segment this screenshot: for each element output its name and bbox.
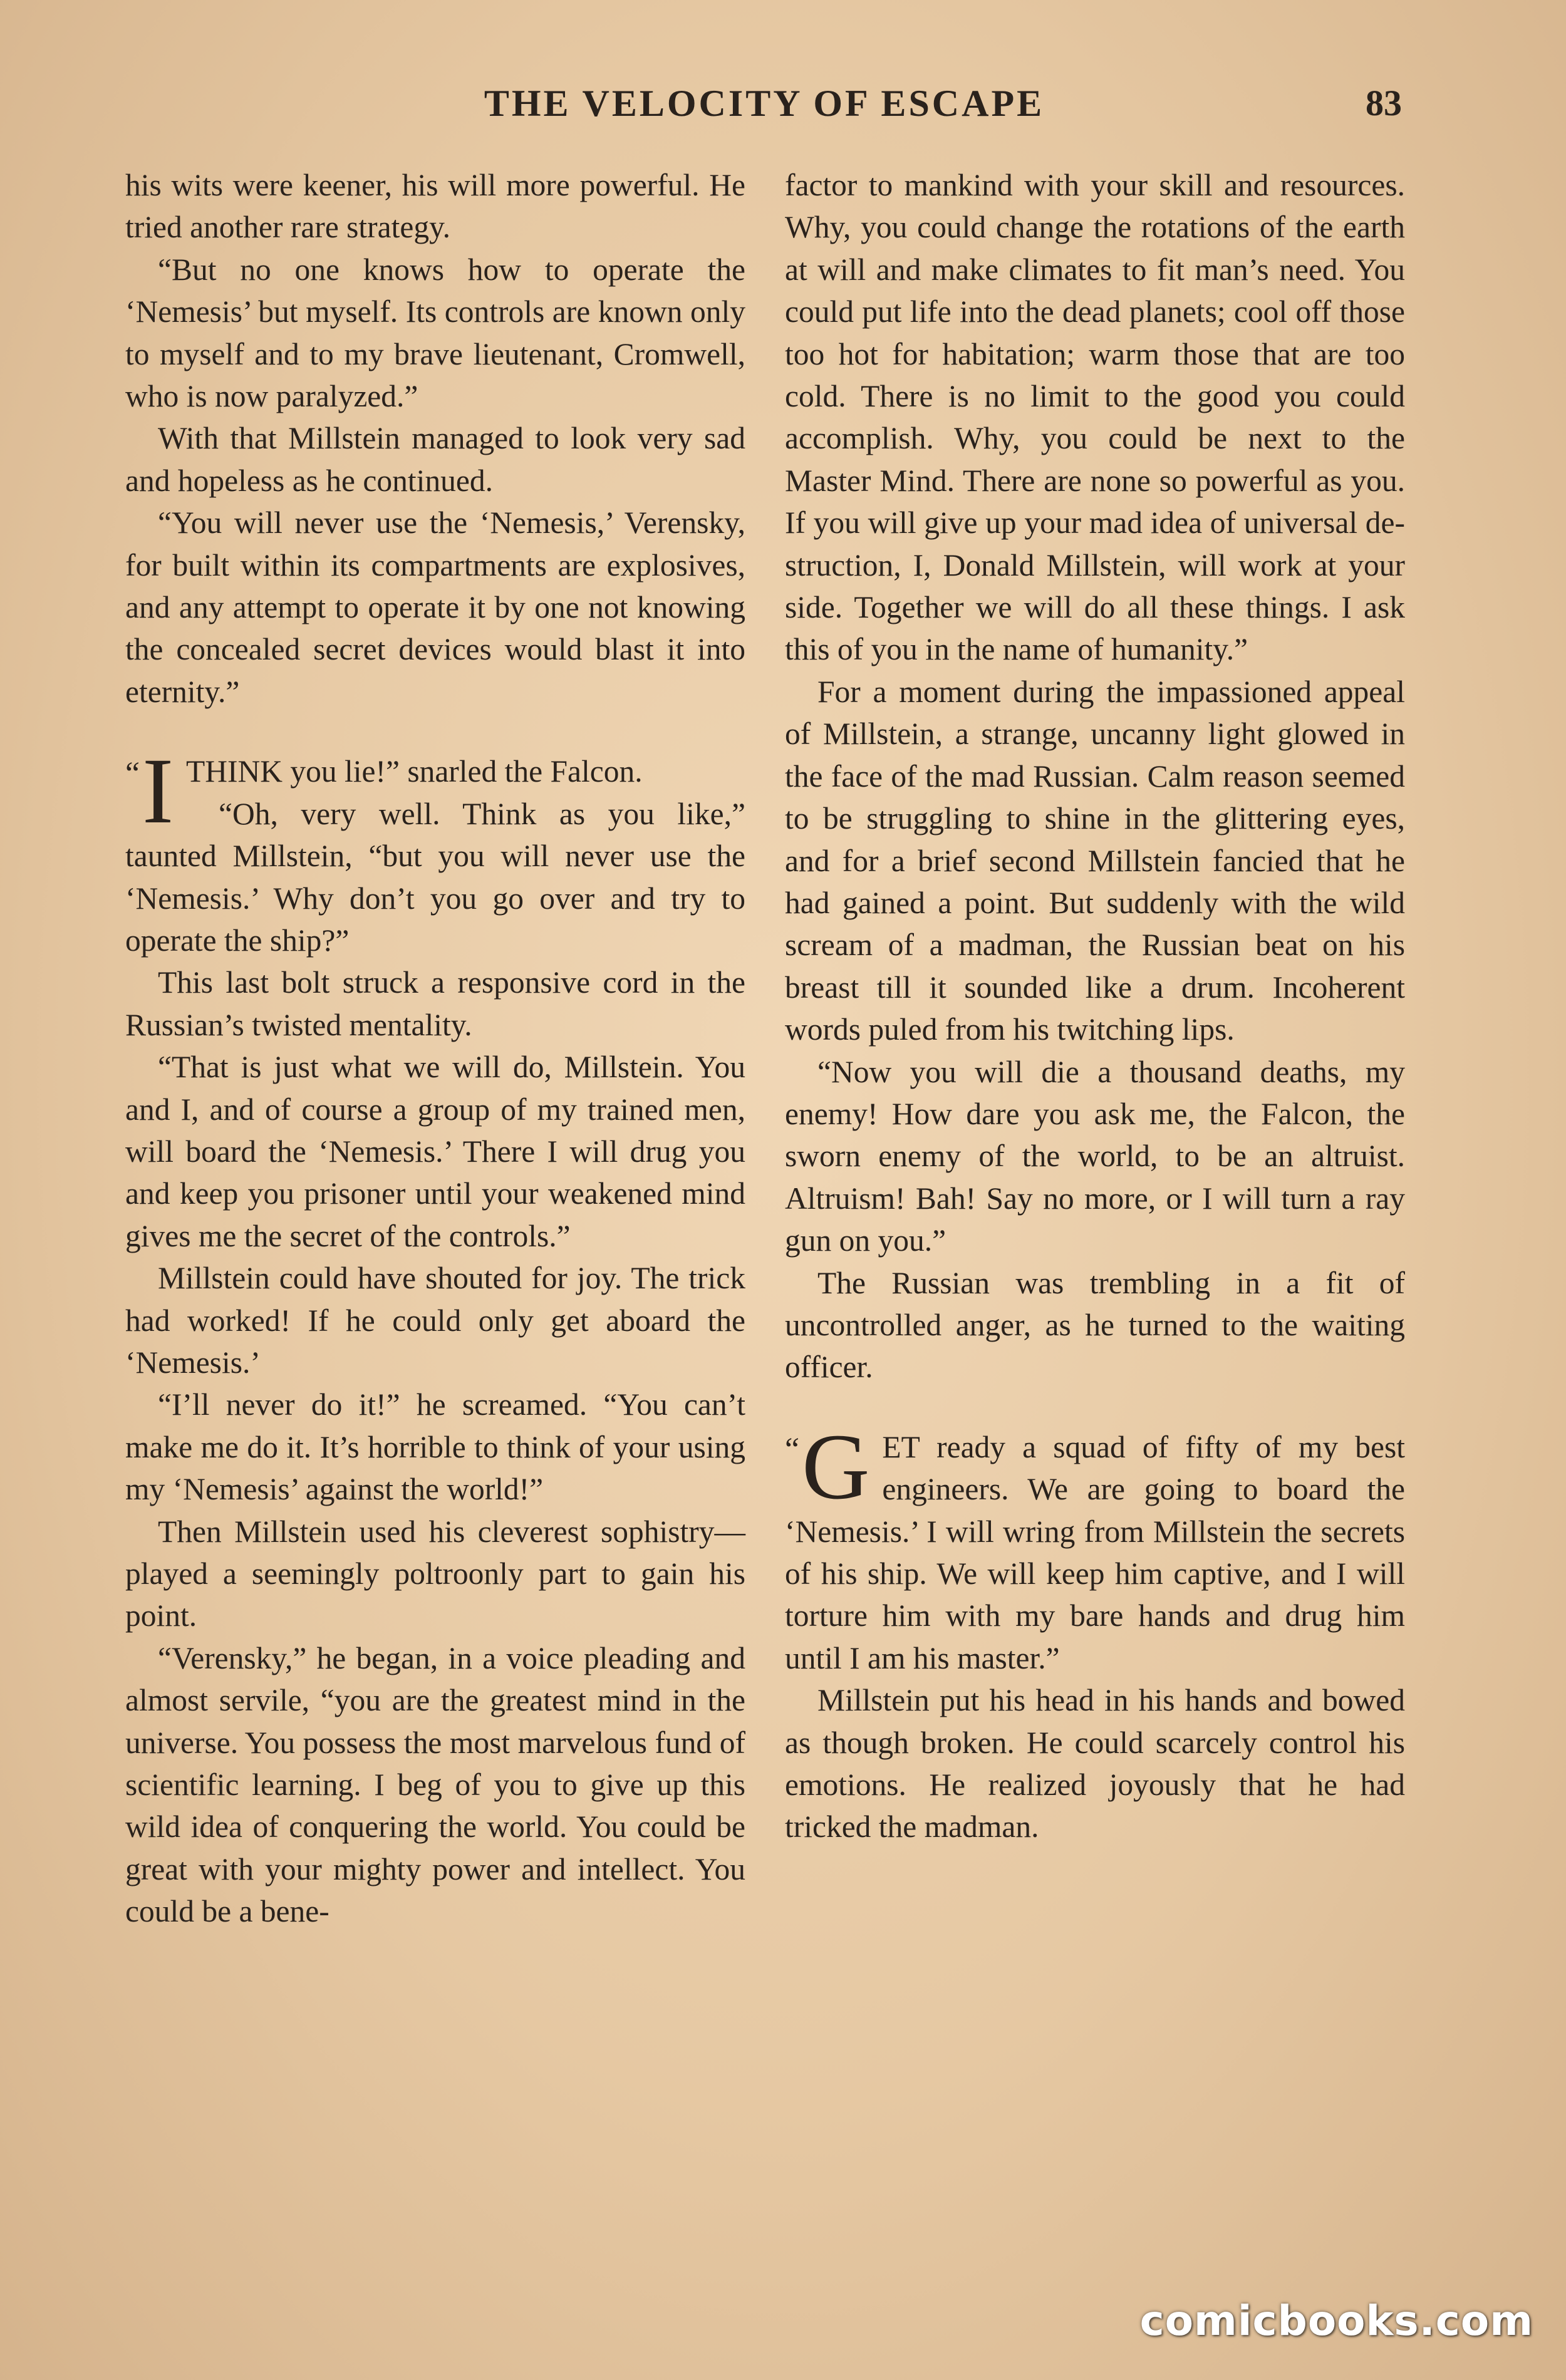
running-title: THE VELOCITY OF ESCAPE xyxy=(484,83,1045,124)
paragraph: “I’ll never do it!” he screamed. “You can’t make me do it. It’s horrible to think of your using my ‘Nemesis’ against the world!” xyxy=(125,1387,745,1507)
dropcap-letter: G xyxy=(802,1414,870,1519)
paragraph: “You will never use the ‘Nemesis,’ Verensky, for built within its compartments are explosives, and any attempt to operate it by one not knowing the concealed secret devices would blast it into eternity.” xyxy=(125,505,745,709)
watermark: comicbooks.com xyxy=(1139,2297,1533,2345)
left-column xyxy=(125,164,745,1933)
right-column xyxy=(785,164,1405,1848)
paragraph: his wits were keener, his will more powerful. He tried another rare strategy. xyxy=(125,168,745,245)
page-number: 83 xyxy=(1366,83,1402,123)
paragraph: “Oh, very well. Think as you like,” taunted Millstein, “but you will never use the ‘Nemesis.’ Why don’t you go over and try to operate the ship?” xyxy=(125,796,745,958)
paragraph: Then Millstein used his cleverest sophistry—played a seemingly poltroonly part to gain his point. xyxy=(125,1514,745,1633)
dropcap-paragraph-text: ET ready a squad of fifty of my best engineers. We are going to board the ‘Nemesis.’ I will wring from Millstein the secrets of his ship. We will keep him captive, and I will torture him with my bare hands and drug him until I am his master.” xyxy=(785,1429,1405,1675)
paragraph: For a moment during the impassioned appeal of Millstein, a strange, uncanny light glowed in the face of the mad Russian. Calm reason seemed to be struggling to shine in the glittering eyes, and for a brief second Millstein fancied that he had gained a point. But suddenly with the wild scream of a madman, the Russian beat on his breast till it sounded like a drum. Incoherent words puled from his twitching lips. xyxy=(785,674,1405,1047)
dropcap-paragraph-text: THINK you lie!” snarled the Falcon. xyxy=(186,754,643,789)
dropcap-paragraph xyxy=(125,739,745,844)
dropcap-quote: “ xyxy=(785,1431,800,1467)
paragraph: Millstein put his head in his hands and bowed as though broken. He could scarcely control his emotions. He realized joyously that he had tricked the madman. xyxy=(785,1683,1405,1844)
dropcap-quote: “ xyxy=(125,756,140,792)
paragraph: With that Millstein managed to look very sad and hopeless as he continued. xyxy=(125,421,745,498)
dropcap-letter: I xyxy=(142,739,174,844)
running-head xyxy=(0,75,1566,132)
paragraph: “Verensky,” he began, in a voice pleading and almost servile, “you are the greatest mind in the universe. You possess the most marvelous fund of scientific learning. I beg of you to give up this wild idea of conquering the world. You could be great with your mighty power and intellect. You could be a bene- xyxy=(125,1640,745,1929)
paragraph: This last bolt struck a responsive cord in the Russian’s twisted mentality. xyxy=(125,965,745,1042)
paragraph: “Now you will die a thousand deaths, my enemy! How dare you ask me, the Falcon, the sworn enemy of the world, to be an altruist. Altruism! Bah! Say no more, or I will turn a ray gun on you.” xyxy=(785,1054,1405,1258)
dropcap-paragraph xyxy=(785,1414,1405,1679)
paragraph: “But no one knows how to operate the ‘Nemesis’ but myself. Its controls are known only to myself and to my brave lieutenant, Cromwell, who is now paralyzed.” xyxy=(125,252,745,414)
paragraph: The Russian was trembling in a fit of uncontrolled anger, as he turned to the waiting officer. xyxy=(785,1265,1405,1385)
paragraph: Millstein could have shouted for joy. The trick had worked! If he could only get aboard the ‘Nemesis.’ xyxy=(125,1261,745,1380)
paragraph: “That is just what we will do, Millstein. You and I, and of course a group of my trained men, will board the ‘Nemesis.’ There I will drug you and keep you prisoner until your weakened mind gives me the secret of the controls.” xyxy=(125,1050,745,1253)
paragraph: factor to mankind with your skill and resources. Why, you could change the rotations of the earth at will and make climates to fit man’s need. You could put life into the dead planets; cool off those too hot for habitation; warm those that are too cold. There is no limit to the good you could accomplish. Why, you could be next to the Master Mind. There are none so powerful as you. If you will give up your mad idea of universal destruction, I, Donald Millstein, will work at your side. Together we will do all these things. I ask this of you in the name of humanity.” xyxy=(785,168,1405,667)
